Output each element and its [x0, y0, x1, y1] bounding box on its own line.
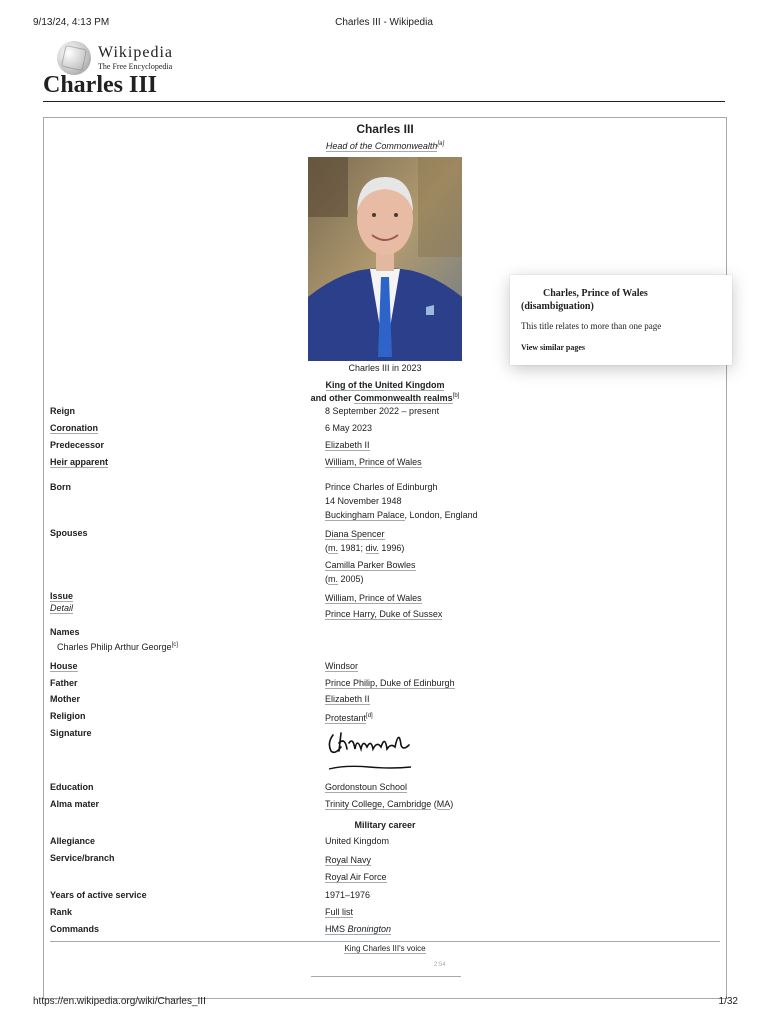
voice-divider: [50, 941, 720, 942]
father-label: Father: [50, 678, 78, 688]
born-date: 14 November 1948: [325, 496, 402, 506]
alma-mater-paren: (: [431, 799, 437, 809]
logo-tagline: The Free Encyclopedia: [98, 62, 173, 71]
logo-wordmark: Wikipedia: [98, 44, 173, 61]
branch-label: Service/branch: [50, 853, 115, 863]
education-label: Education: [50, 782, 94, 792]
married-abbr-2[interactable]: m.: [328, 574, 338, 584]
issue-link[interactable]: Issue: [50, 591, 74, 601]
print-url: https://en.wikipedia.org/wiki/Charles_III: [33, 996, 206, 1007]
rank-link[interactable]: Full list: [325, 907, 354, 917]
names-value: [57, 642, 178, 652]
father-value: [325, 676, 455, 690]
alma-mater-label: Alma mater: [50, 799, 100, 809]
mother-value: [325, 692, 370, 706]
religion-value: [325, 709, 373, 725]
coronation-value: 6 May 2023: [325, 423, 373, 433]
print-page-number: 1/32: [718, 996, 738, 1007]
print-datetime: 9/13/24, 4:13 PM: [33, 17, 110, 28]
born-place-link[interactable]: Buckingham Palace: [325, 510, 405, 520]
commands-ship: Bronington: [347, 924, 392, 934]
office-link-uk[interactable]: King of the United Kingdom: [325, 380, 445, 390]
infobox-role: [44, 141, 726, 151]
allegiance-label: Allegiance: [50, 836, 96, 846]
names-note-link[interactable]: [c]: [171, 642, 178, 648]
coronation-label: [50, 423, 98, 433]
role-note-link[interactable]: [a]: [437, 141, 445, 147]
commands-prefix: HMS: [325, 924, 348, 934]
commands-value: [325, 922, 391, 936]
voice-link[interactable]: King Charles III's voice: [344, 944, 426, 953]
spouse-camilla-link[interactable]: Camilla Parker Bowles: [325, 560, 416, 570]
education-link[interactable]: Gordonstoun School: [325, 782, 408, 792]
issue-label: [50, 591, 73, 613]
coronation-link[interactable]: Coronation: [50, 423, 98, 433]
spouse-diana-years: 1981;: [338, 543, 366, 553]
alma-mater-link[interactable]: Trinity College, Cambridge: [325, 799, 432, 809]
office-title: [44, 380, 726, 404]
religion-note-link[interactable]: [d]: [366, 713, 373, 719]
spouse-camilla-year: 2005): [338, 574, 364, 584]
commands-label: Commands: [50, 924, 100, 934]
photo-caption: Charles III in 2023: [348, 363, 422, 373]
spouse-diana-end: 1996): [378, 543, 405, 553]
predecessor-label: Predecessor: [50, 440, 105, 450]
title-divider: [43, 101, 725, 102]
allegiance-value: United Kingdom: [325, 836, 390, 846]
rank-value: [325, 905, 353, 919]
spouses-label: Spouses: [50, 528, 88, 538]
house-label-link[interactable]: House: [50, 661, 78, 671]
role-link[interactable]: Head of the Commonwealth: [325, 141, 438, 151]
page-preview-popup[interactable]: [510, 275, 732, 365]
print-title: Charles III - Wikipedia: [335, 17, 433, 28]
religion-label: Religion: [50, 711, 86, 721]
office-note-link[interactable]: [b]: [452, 393, 460, 399]
religion-link[interactable]: Protestant: [325, 713, 367, 723]
royal-air-force-link[interactable]: Royal Air Force: [325, 872, 387, 882]
heir-label-link[interactable]: Heir apparent: [50, 457, 109, 467]
issue-value: [325, 590, 442, 622]
portrait-photo[interactable]: [308, 157, 462, 361]
years-service-value: 1971–1976: [325, 890, 371, 900]
page-title: Charles III: [43, 72, 158, 98]
divorced-abbr[interactable]: div.: [365, 543, 379, 553]
popup-description: This title relates to more than one page: [521, 321, 662, 331]
names-label: Names: [50, 627, 80, 637]
branch-value: [325, 852, 387, 886]
born-name: Prince Charles of Edinburgh: [325, 482, 438, 492]
signature-svg: [325, 725, 415, 777]
office-prefix: and other: [310, 393, 355, 403]
born-place-rest: , London, England: [404, 510, 478, 520]
mother-link[interactable]: Elizabeth II: [325, 694, 370, 704]
born-label: Born: [50, 482, 71, 492]
rank-label: Rank: [50, 907, 73, 917]
heir-value: [325, 455, 422, 469]
degree-link[interactable]: MA: [436, 799, 451, 809]
audio-duration: 2:54: [434, 962, 446, 968]
spouses-value: Diana Spencer (m. 1981; div. 1996) Camilla Parker Bowles (m. 2005): [325, 529, 416, 584]
reign-value: 8 September 2022 – present: [325, 406, 440, 416]
audio-progress-bar[interactable]: [311, 976, 461, 977]
spouse-diana-link[interactable]: Diana Spencer: [325, 529, 385, 539]
view-similar-pages-link[interactable]: View similar pages: [521, 343, 585, 352]
reign-label: Reign: [50, 406, 76, 416]
house-label: [50, 661, 78, 671]
commands-link[interactable]: [325, 924, 391, 935]
royal-navy-link[interactable]: Royal Navy: [325, 855, 372, 865]
signature-image[interactable]: [325, 725, 415, 782]
mother-label: Mother: [50, 694, 80, 704]
child-william-link[interactable]: William, Prince of Wales: [325, 593, 422, 603]
popup-title[interactable]: Charles, Prince of Wales (disambiguation): [521, 288, 648, 312]
signature-label: Signature: [50, 728, 92, 738]
issue-detail-link[interactable]: Detail: [50, 603, 74, 613]
globe-icon: [57, 41, 91, 75]
house-link[interactable]: Windsor: [325, 661, 359, 671]
portrait-image: [308, 157, 462, 361]
military-career-header: Military career: [354, 820, 416, 830]
infobox-name: Charles III: [356, 122, 414, 136]
voice-caption: [44, 944, 726, 953]
alma-mater-paren-end: ): [450, 799, 454, 809]
house-value: [325, 659, 358, 673]
names-text: Charles Philip Arthur George: [57, 642, 172, 652]
child-harry-link[interactable]: Prince Harry, Duke of Sussex: [325, 609, 443, 619]
predecessor-value: [325, 438, 370, 452]
born-value: [325, 480, 478, 522]
heir-link[interactable]: William, Prince of Wales: [325, 457, 422, 467]
father-link[interactable]: Prince Philip, Duke of Edinburgh: [325, 678, 455, 688]
predecessor-link[interactable]: Elizabeth II: [325, 440, 370, 450]
wikipedia-logo[interactable]: [57, 41, 173, 75]
office-link-realms[interactable]: Commonwealth realms: [354, 393, 453, 403]
alma-mater-value: [325, 797, 453, 811]
education-value: [325, 780, 407, 794]
heir-label: [50, 457, 108, 467]
infobox: [43, 117, 727, 999]
married-abbr[interactable]: m.: [328, 543, 338, 553]
years-service-label: Years of active service: [50, 890, 147, 900]
